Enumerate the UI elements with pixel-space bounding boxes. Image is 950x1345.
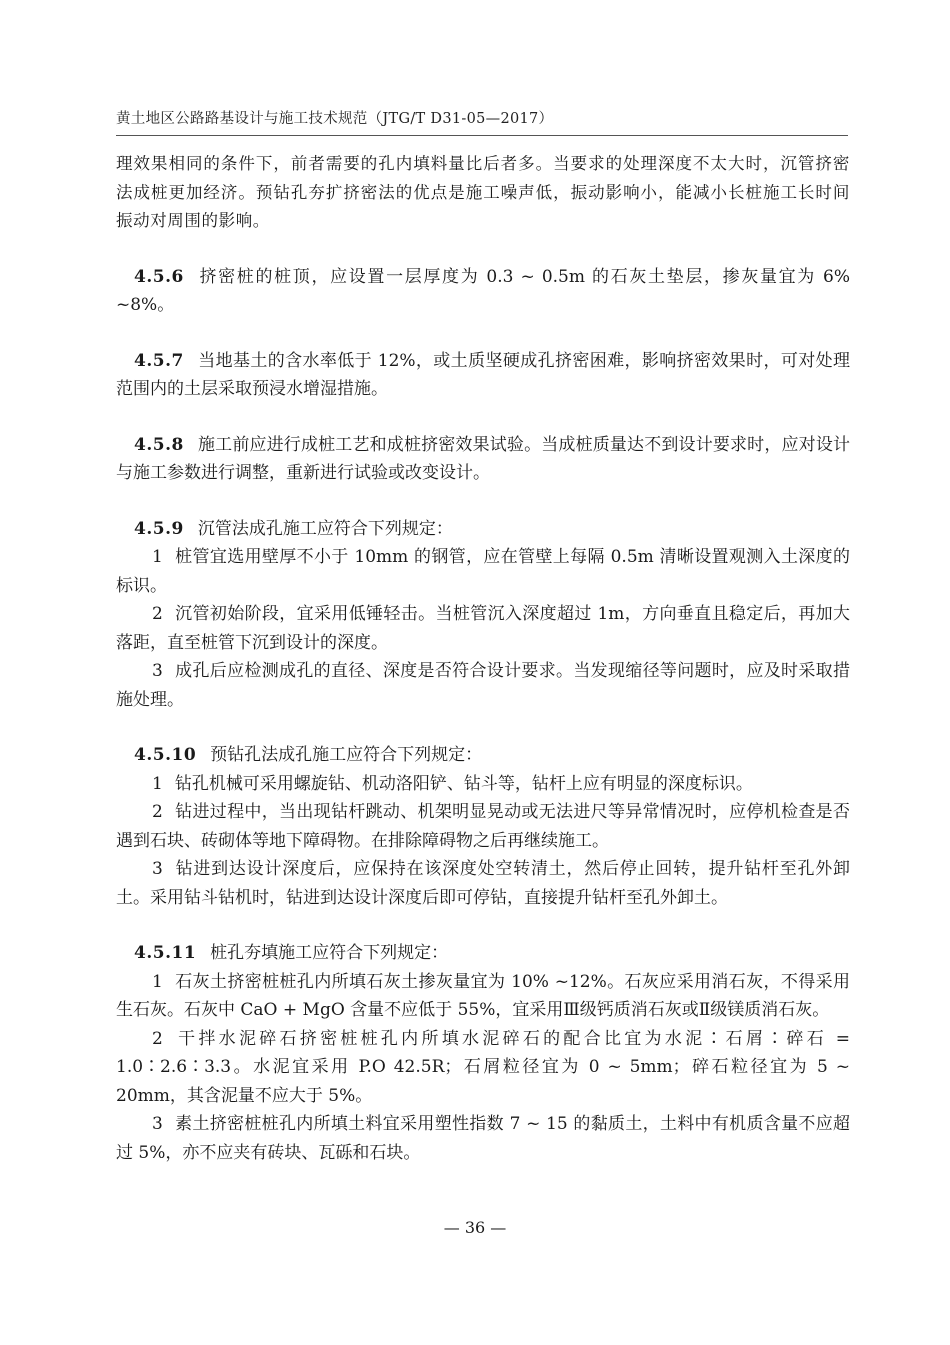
list-item bbox=[116, 798, 850, 855]
item-text: 素土挤密桩桩孔内所填土料宜采用塑性指数 7 ~ 15 的黏质土，土料中有机质含量不应超过 5%，亦不应夹有砖块、瓦砾和石块。 bbox=[116, 1114, 850, 1163]
list-item bbox=[116, 968, 850, 1025]
clause-4-5-10 bbox=[116, 741, 850, 912]
clause-4-5-9 bbox=[116, 515, 850, 715]
item-text: 石灰土挤密桩桩孔内所填石灰土掺灰量宜为 10% ~12%。石灰应采用消石灰，不得采用生石灰。石灰中 CaO + MgO 含量不应低于 55%，宜采用Ⅲ级钙质消石灰或Ⅱ级镁质消石灰。 bbox=[116, 971, 850, 1020]
clause-text: 预钻孔法成孔施工应符合下列规定： bbox=[210, 745, 483, 765]
clause-text: 施工前应进行成桩工艺和成桩挤密效果试验。当成桩质量达不到设计要求时，应对设计与施工参数进行调整，重新进行试验或改变设计。 bbox=[116, 434, 850, 483]
item-number: 2 bbox=[152, 1028, 163, 1049]
clause-number: 4.5.11 bbox=[134, 943, 197, 963]
item-text: 干拌水泥碎石挤密桩桩孔内所填水泥碎石的配合比宜为水泥∶石屑∶碎石 = 1.0∶2.6∶3.3。水泥宜采用 P.O 42.5R；石屑粒径宜为 0 ~ 5mm；碎石粒径宜为 5 ~ 20mm，其含泥量不应大于 5%。 bbox=[116, 1028, 850, 1106]
page-number: — 36 — bbox=[443, 1218, 507, 1237]
item-text: 成孔后应检测成孔的直径、深度是否符合设计要求。当发现缩径等问题时，应及时采取措施处理。 bbox=[116, 661, 850, 710]
item-text: 钻进过程中，当出现钻杆跳动、机架明显晃动或无法进尺等异常情况时，应停机检查是否遇到石块、砖砌体等地下障碍物。在排除障碍物之后再继续施工。 bbox=[116, 802, 850, 851]
item-number: 1 bbox=[152, 547, 163, 567]
intro-paragraph: 理效果相同的条件下，前者需要的孔内填料量比后者多。当要求的处理深度不太大时，沉管挤密法成桩更加经济。预钻孔夯扩挤密法的优点是施工噪声低，振动影响小，能减小长桩施工长时间振动对周围的影响。 bbox=[116, 154, 850, 230]
clause-number: 4.5.7 bbox=[134, 350, 184, 371]
clause-text: 沉管法成孔施工应符合下列规定： bbox=[197, 518, 453, 539]
item-text: 钻进到达设计深度后，应保持在该深度处空转清土，然后停止回转，提升钻杆至孔外卸土。采用钻斗钻机时，钻进到达设计深度后即可停钻，直接提升钻杆至孔外卸土。 bbox=[116, 859, 850, 908]
header-divider bbox=[116, 135, 848, 136]
item-number: 2 bbox=[152, 802, 163, 822]
clause-number: 4.5.6 bbox=[134, 266, 184, 287]
item-number: 3 bbox=[152, 1114, 163, 1134]
clause-4-5-11 bbox=[116, 939, 850, 1167]
item-number: 3 bbox=[152, 859, 163, 879]
list-item bbox=[116, 1110, 850, 1167]
clause-text: 挤密桩的桩顶，应设置一层厚度为 0.3 ~ 0.5m 的石灰土垫层，掺灰量宜为 6% ~8%。 bbox=[116, 266, 850, 315]
item-number: 1 bbox=[152, 773, 163, 794]
list-item bbox=[116, 600, 850, 657]
page-body bbox=[116, 150, 850, 1167]
item-text: 桩管宜选用壁厚不小于 10mm 的钢管，应在管壁上每隔 0.5m 清晰设置观测入土深度的标识。 bbox=[116, 547, 850, 596]
clause-4-5-7 bbox=[116, 347, 850, 404]
item-number: 3 bbox=[152, 661, 163, 681]
clause-text: 桩孔夯填施工应符合下列规定： bbox=[210, 943, 449, 963]
item-number: 2 bbox=[152, 604, 163, 624]
running-header: 黄土地区公路路基设计与施工技术规范（JTG/T D31-05—2017） bbox=[116, 111, 554, 127]
clause-text: 当地基土的含水率低于 12%，或土质坚硬成孔挤密困难，影响挤密效果时，可对处理范围内的土层采取预浸水增湿措施。 bbox=[116, 350, 850, 399]
item-number: 1 bbox=[152, 971, 163, 992]
list-item bbox=[116, 855, 850, 912]
clause-number: 4.5.8 bbox=[134, 434, 184, 455]
list-item bbox=[116, 770, 850, 799]
list-item bbox=[116, 1025, 850, 1111]
list-item bbox=[116, 543, 850, 600]
item-text: 钻孔机械可采用螺旋钻、机动洛阳铲、钻斗等，钻杆上应有明显的深度标识。 bbox=[174, 773, 753, 794]
item-text: 沉管初始阶段，宜采用低锤轻击。当桩管沉入深度超过 1m，方向垂直且稳定后，再加大落距，直至桩管下沉到设计的深度。 bbox=[116, 604, 850, 653]
clause-4-5-8 bbox=[116, 431, 850, 488]
clause-4-5-6 bbox=[116, 263, 850, 320]
list-item bbox=[116, 657, 850, 714]
clause-number: 4.5.9 bbox=[134, 518, 184, 539]
clause-number: 4.5.10 bbox=[134, 745, 197, 765]
